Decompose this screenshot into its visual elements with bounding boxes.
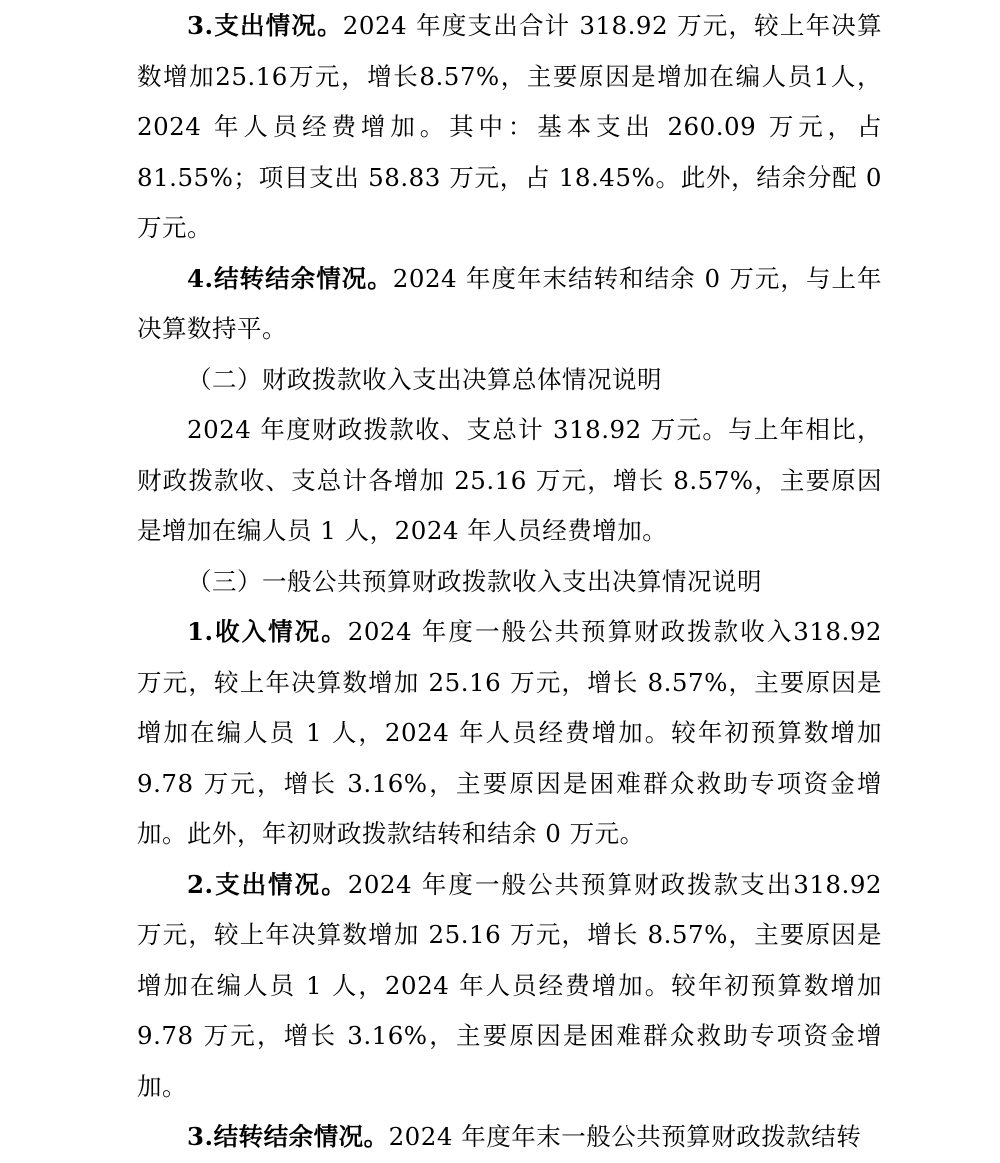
paragraph-lead: 2.支出情况。 <box>187 869 348 899</box>
heading-text: （二）财政拨款收入支出决算总体情况说明 <box>187 364 662 394</box>
paragraph-lead: 3.结转结余情况。 <box>187 1122 389 1151</box>
paragraph-lead: 1.收入情况。 <box>187 617 348 646</box>
paragraph-text: 2024 年度年末结转和结余 0 万元，与上年决算数持平。 <box>137 263 882 343</box>
paragraph-general-expenditure <box>137 860 882 1113</box>
paragraph-carryover <box>137 254 882 355</box>
section-heading-general-budget <box>137 557 882 608</box>
paragraph-fiscal-overview <box>137 405 882 557</box>
section-heading-fiscal-overview <box>137 355 882 406</box>
paragraph-lead: 3.支出情况。 <box>187 11 343 40</box>
paragraph-text: 2024 年度一般公共预算财政拨款收入318.92 万元，较上年决算数增加 25.16 万元，增长 8.57%，主要原因是增加在编人员 1 人，2024 年人员经费增加。较年初预算数增加9.78 万元，增长 3.16%，主要原因是困难群众救助专项资金增加。此外，年初财政拨款结转和结余 0 万元。 <box>137 617 882 848</box>
document-page <box>137 0 882 1163</box>
paragraph-general-carryover <box>137 1112 882 1163</box>
paragraph-text: 2024 年度年末一般公共预算财政拨款结转 <box>388 1122 862 1151</box>
paragraph-lead: 4.结转结余情况。 <box>187 263 393 293</box>
paragraph-text: 2024 年度财政拨款收、支总计 318.92 万元。与上年相比，财政拨款收、支总计各增加 25.16 万元，增长 8.57%，主要原因是增加在编人员 1 人，2024 年人员经费增加。 <box>137 415 882 545</box>
heading-text: （三）一般公共预算财政拨款收入支出决算情况说明 <box>187 566 762 596</box>
paragraph-general-income <box>137 607 882 860</box>
paragraph-text: 2024 年度支出合计 318.92 万元，较上年决算数增加25.16万元，增长8.57%，主要原因是增加在编人员1人，2024 年人员经费增加。其中：基本支出 260.09 万元，占 81.55%；项目支出 58.83 万元，占 18.45%。此外，结余分配 0 万元。 <box>137 11 882 242</box>
paragraph-expenditure <box>137 1 882 254</box>
paragraph-text: 2024 年度一般公共预算财政拨款支出318.92 万元，较上年决算数增加 25.16 万元，增长 8.57%，主要原因是增加在编人员 1 人，2024 年人员经费增加。较年初预算数增加9.78 万元，增长 3.16%，主要原因是困难群众救助专项资金增加。 <box>137 869 882 1101</box>
